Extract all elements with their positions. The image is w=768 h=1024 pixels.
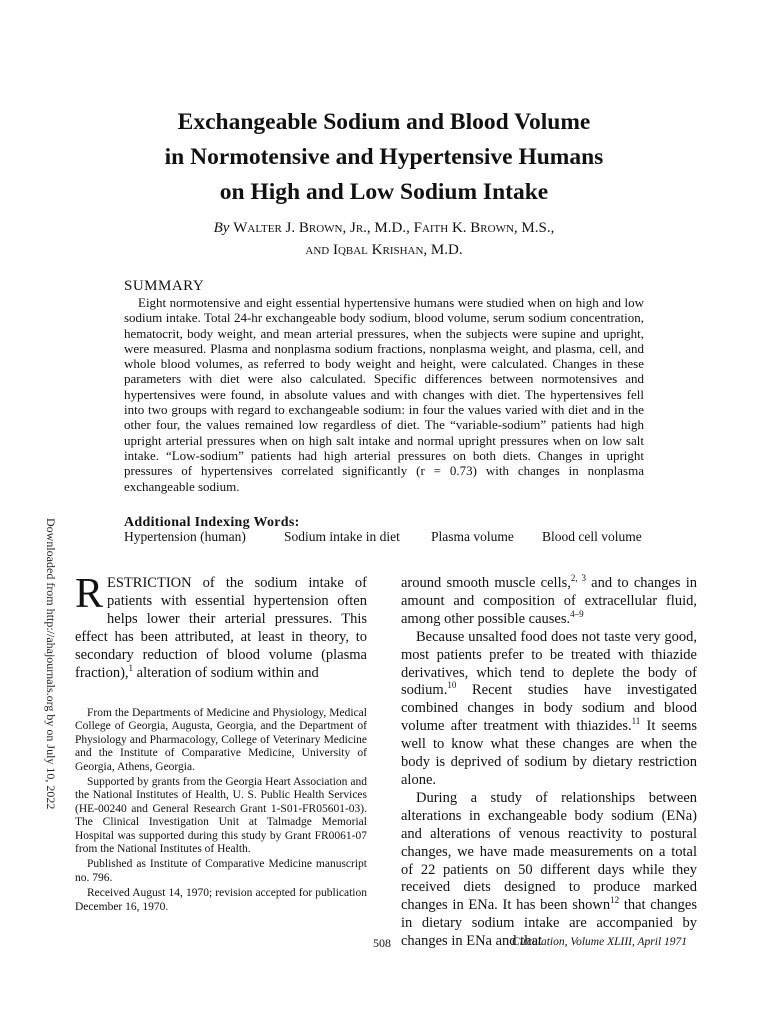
index-word: Blood cell volume — [542, 529, 642, 544]
summary-text: Eight normotensive and eight essential hypertensive humans were studied when on high and low sodium intake. Total 24-hr exchangeable body sodium, blood volume, serum sodium concentration, hematocrit, body weight, and mean arterial pressures, when the subjects were supine and upright, were measured. Plasma and nonplasma sodium fractions, nonplasma weight, and plasma, cell, and whole blood volumes, as referred to body weight and height, were calculated. Changes in these parameters with diet were also calculated. Specific differences between normotensives and hypertensives were found, in absolute values and with changes with diet. The hypertensives fell into two groups with regard to exchangeable sodium: in four the values varied with diet and in the other four, the values remained low regardless of diet. The “variable-sodium” patients had high upright arterial pressures when on high salt intake and normal upright pressures when on low salt intake. “Low-sodium” patients had high arterial pressures on both diets. Changes in upright pressures of hypertensives correlated significantly (r = 0.73) with changes in nonplasma exchangeable sodium. — [124, 295, 644, 494]
page-number: 508 — [373, 936, 391, 950]
title-line-2: in Normotensive and Hypertensive Humans — [164, 144, 604, 170]
footnote: Received August 14, 1970; revision accepted for publication December 16, 1970. — [75, 887, 367, 913]
authors-line-1: Walter J. Brown, Jr., M.D., Faith K. Brown, M.S., — [233, 220, 555, 236]
paragraph: around smooth muscle cells,$^{2, 3}$ and to changes in amount and composition of extracellular fluid, among other possible causes.$^{4-9}$ — [401, 573, 698, 627]
left-column — [75, 571, 367, 682]
drop-cap: R — [75, 571, 104, 617]
summary-heading: SUMMARY — [124, 278, 205, 294]
intro-paragraph: RESTRICTION of the sodium intake of patients with essential hypertension often helps lower their arterial pressures. This effect has been attributed, at least in theory, to secondary reduction of blood volume (plasma fraction),$^1$ alteration of sodium within and — [75, 571, 367, 681]
article-title — [60, 105, 708, 210]
indexing-heading: Additional Indexing Words: — [124, 515, 300, 530]
authors-line-2: and Iqbal Krishan, M.D. — [305, 242, 463, 258]
footnote: Supported by grants from the Georgia Heart Association and the National Institutes of Health, U. S. Public Health Services (HE-00240 and General Research Grant 1-S01-FR05601-03). The Clinical Investigation Unit at Talmadge Memorial Hospital was supported during this study by Grant FR0061-07 from the National Institutes of Health. — [75, 776, 367, 856]
journal-citation: Circulation, Volume XLIII, April 1971 — [512, 936, 688, 948]
footnote: From the Departments of Medicine and Physiology, Medical College of Georgia, Augusta, Georgia, and the Department of Physiology and Pharmacology, College of Veterinary Medicine and the Institute of Comparative Medicine, University of Georgia, Athens, Georgia. — [75, 707, 367, 773]
paragraph: During a study of relationships between alterations in exchangeable body sodium (ENa) and alterations of venous reactivity to postural changes, we have made measurements on a total of 22 patients on 50 different days while they received diets designed to produce marked changes in ENa. It has been shown$^{12}$ that changes in dietary sodium intake are accompanied by changes in ENa and that — [401, 789, 697, 950]
download-watermark: Downloaded from http://ahajournals.org by on July 10, 2022 — [44, 518, 58, 810]
footnotes — [75, 707, 367, 916]
footnote: Published as Institute of Comparative Medicine manuscript no. 796. — [75, 858, 367, 884]
right-column — [401, 575, 697, 951]
side-note-container — [40, 518, 60, 808]
title-line-3: on High and Low Sodium Intake — [219, 179, 549, 205]
index-word: Plasma volume — [431, 529, 514, 544]
title-line-1: Exchangeable Sodium and Blood Volume — [177, 109, 591, 135]
author-list — [60, 217, 708, 261]
paragraph: Because unsalted food does not taste very good, most patients prefer to be treated with thiazide derivatives, which tend to deplete the body of sodium.$^{10}$ Recent studies have investigated combined changes in body sodium and blood volume after treatment with thiazides.$^{11}$ It seems well to know what these changes are when the body is deprived of sodium by dietary restriction alone. — [401, 628, 698, 788]
by-label: By — [213, 220, 230, 236]
index-word: Hypertension (human) — [124, 529, 246, 544]
index-word: Sodium intake in diet — [284, 529, 400, 544]
